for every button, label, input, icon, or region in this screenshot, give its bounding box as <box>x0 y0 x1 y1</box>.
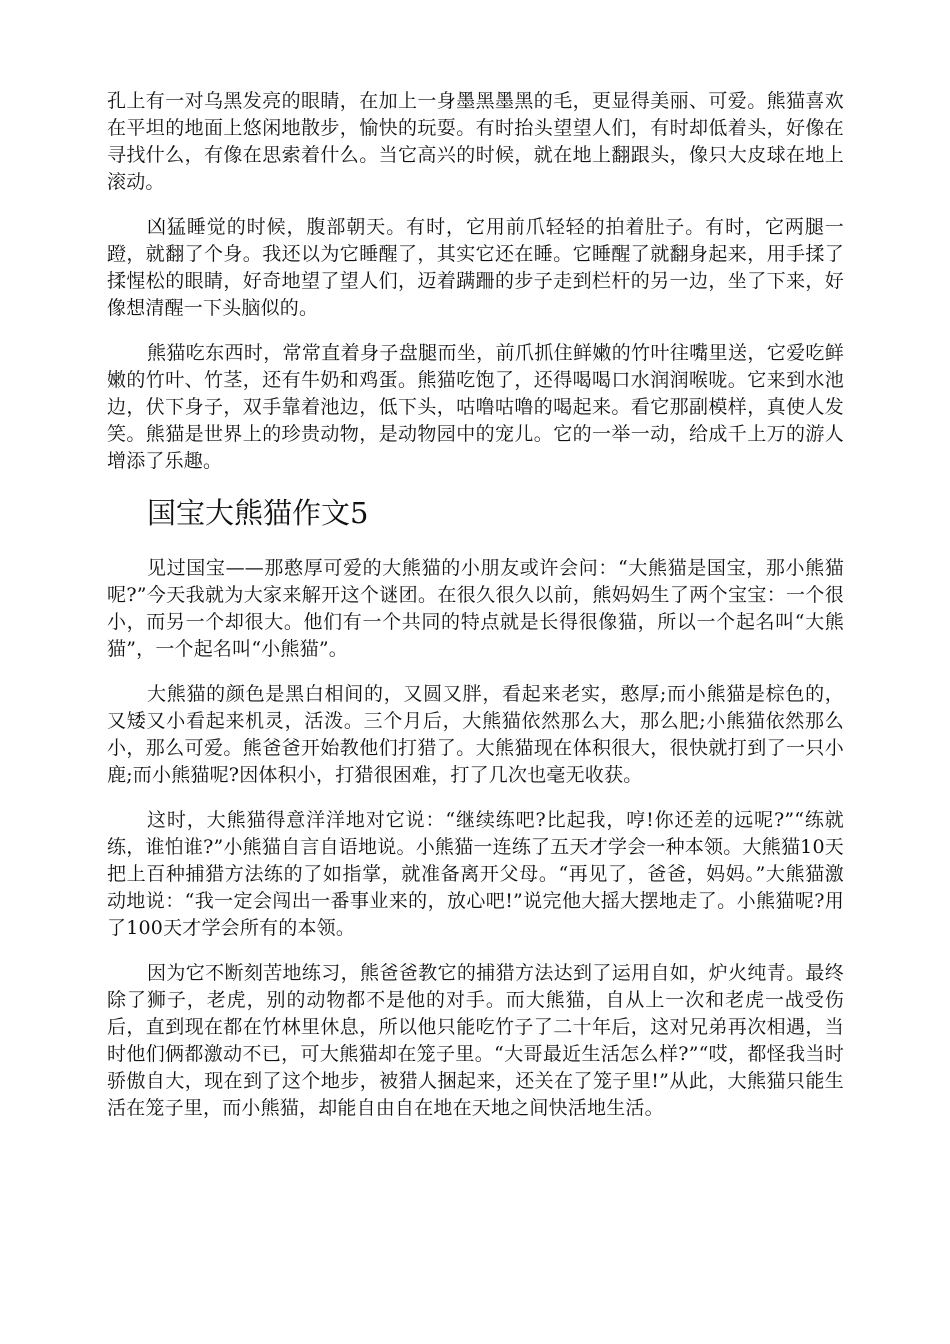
document-body <box>107 88 844 1140</box>
paragraph: 见过国宝——那憨厚可爱的大熊猫的小朋友或许会问：“大熊猫是国宝，那小熊猫呢?”今天我就为大家来解开这个谜团。在很久很久以前，熊妈妈生了两个宝宝：一个很小，而另一个却很大。他们有一个共同的特点就是长得很像猫，所以一个起名叫“大熊猫”，一个起名叫“小熊猫”。 <box>107 557 844 660</box>
paragraph: 因为它不断刻苦地练习，熊爸爸教它的捕猎方法达到了运用自如，炉火纯青。最终除了狮子，老虎，别的动物都不是他的对手。而大熊猫，自从上一次和老虎一战受伤后，直到现在都在竹林里休息，所以他只能吃竹子了二十年后，这对兄弟再次相遇，当时他们俩都激动不已，可大熊猫却在笼子里。“大哥最近生活怎么样?”“哎，都怪我当时骄傲自大，现在到了这个地步，被猎人捆起来，还关在了笼子里!”从此，大熊猫只能生活在笼子里，而小熊猫，却能自由自在地在天地之间快活地生活。 <box>107 962 844 1119</box>
paragraph: 熊猫吃东西时，常常直着身子盘腿而坐，前爪抓住鲜嫩的竹叶往嘴里送，它爱吃鲜嫩的竹叶、竹茎，还有牛奶和鸡蛋。熊猫吃饱了，还得喝喝口水润润喉咙。它来到水池边，伏下身子，双手靠着池边，低下头，咕噜咕噜的喝起来。看它那副模样，真使人发笑。熊猫是世界上的珍贵动物，是动物园中的宠儿。它的一举一动，给成千上万的游人增添了乐趣。 <box>107 342 844 472</box>
paragraph-continued: 孔上有一对乌黑发亮的眼睛，在加上一身墨黑墨黑的毛，更显得美丽、可爱。熊猫喜欢在平坦的地面上悠闲地散步，愉快的玩耍。有时抬头望望人们，有时却低着头，好像在寻找什么，有像在思索着什么。当它高兴的时候，就在地上翻跟头，像只大皮球在地上滚动。 <box>107 90 844 193</box>
paragraph: 大熊猫的颜色是黑白相间的，又圆又胖，看起来老实，憨厚;而小熊猫是棕色的，又矮又小看起来机灵，活泼。三个月后，大熊猫依然那么大，那么肥;小熊猫依然那么小，那么可爱。熊爸爸开始教他们打猎了。大熊猫现在体积很大，很快就打到了一只小鹿;而小熊猫呢?因体积小，打猎很困难，打了几次也毫无收获。 <box>107 683 844 786</box>
section-heading: 国宝大熊猫作文5 <box>147 496 369 530</box>
paragraph: 凶猛睡觉的时候，腹部朝天。有时，它用前爪轻轻的拍着肚子。有时，它两腿一蹬，就翻了个身。我还以为它睡醒了，其实它还在睡。它睡醒了就翻身起来，用手揉了揉惺松的眼睛，好奇地望了望人们，迈着蹒跚的步子走到栏杆的另一边，坐了下来，好像想清醒一下头脑似的。 <box>107 216 844 319</box>
paragraph: 这时，大熊猫得意洋洋地对它说：“继续练吧?比起我，哼!你还差的远呢?”“练就练，谁怕谁?”小熊猫自言自语地说。小熊猫一连练了五天才学会一种本领。大熊猫10天把上百种捕猎方法练的了如指掌，就准备离开父母。“再见了，爸爸，妈妈。”大熊猫激动地说：“我一定会闯出一番事业来的，放心吧!”说完他大摇大摆地走了。小熊猫呢?用了100天才学会所有的本领。 <box>107 809 844 939</box>
